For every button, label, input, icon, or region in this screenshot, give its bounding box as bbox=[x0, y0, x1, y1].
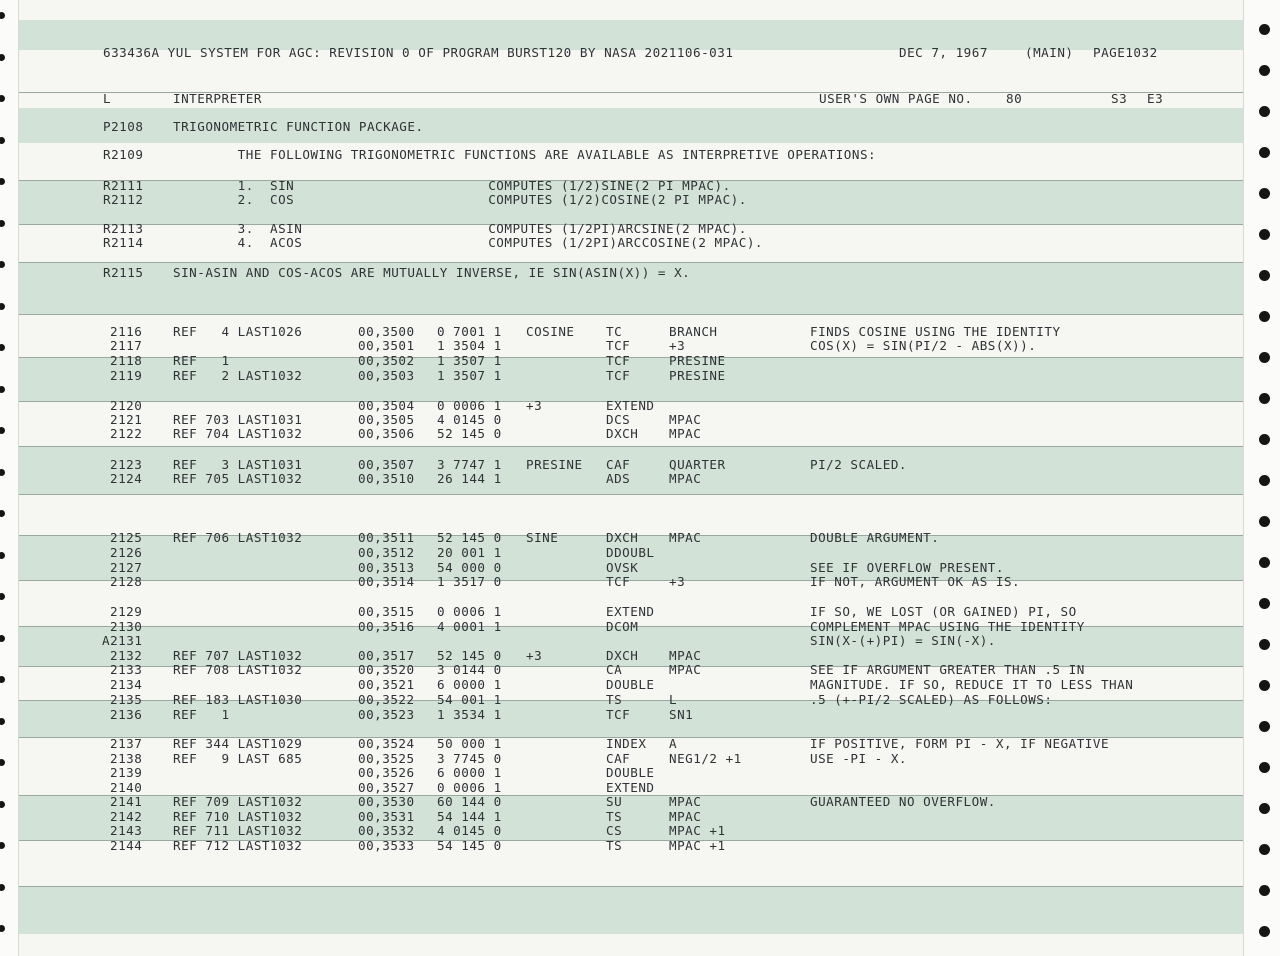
comment: PI/2 SCALED. bbox=[810, 457, 907, 472]
opcode: CAF bbox=[606, 751, 631, 766]
remark-number: R2114 bbox=[103, 235, 144, 250]
address: 00,3506 bbox=[358, 426, 415, 441]
operand: MPAC bbox=[669, 426, 702, 441]
operand: PRESINE bbox=[669, 353, 726, 368]
remark-number: R2109 bbox=[103, 147, 144, 162]
octal-word: 52 145 0 bbox=[437, 426, 502, 441]
octal-word: 52 145 0 bbox=[437, 530, 502, 545]
feed-hole bbox=[1259, 885, 1270, 896]
octal-word: 1 3504 1 bbox=[437, 338, 502, 353]
line-number: 2133 bbox=[110, 662, 143, 677]
line-number: 2137 bbox=[110, 736, 143, 751]
header-section: (MAIN) bbox=[1025, 45, 1074, 60]
operand: MPAC +1 bbox=[669, 838, 726, 853]
comment: IF SO, WE LOST (OR GAINED) PI, SO bbox=[810, 604, 1077, 619]
operand: +3 bbox=[669, 574, 686, 589]
octal-word: 1 3534 1 bbox=[437, 707, 502, 722]
address: 00,3521 bbox=[358, 677, 415, 692]
feed-hole bbox=[1259, 106, 1270, 117]
opcode: CS bbox=[606, 823, 623, 838]
address: 00,3517 bbox=[358, 648, 415, 663]
octal-word: 3 0144 0 bbox=[437, 662, 502, 677]
comment: SEE IF OVERFLOW PRESENT. bbox=[810, 560, 1004, 575]
row-rule bbox=[18, 446, 1244, 447]
feed-hole bbox=[1259, 516, 1270, 527]
operand: MPAC bbox=[669, 648, 702, 663]
address: 00,3501 bbox=[358, 338, 415, 353]
address: 00,3533 bbox=[358, 838, 415, 853]
opcode: TCF bbox=[606, 368, 631, 383]
operand: MPAC bbox=[669, 809, 702, 824]
line-number: 2118 bbox=[110, 353, 143, 368]
address: 00,3503 bbox=[358, 368, 415, 383]
opcode: DCS bbox=[606, 412, 631, 427]
reference: REF 4 LAST1026 bbox=[173, 324, 303, 339]
line-number: 2144 bbox=[110, 838, 143, 853]
remark-text: THE FOLLOWING TRIGONOMETRIC FUNCTIONS ARE AVAILABLE AS INTERPRETIVE OPERATIONS: bbox=[173, 147, 877, 162]
feed-hole bbox=[0, 220, 5, 227]
green-bar bbox=[18, 886, 1244, 934]
line-number: 2134 bbox=[110, 677, 143, 692]
octal-word: 54 000 0 bbox=[437, 560, 502, 575]
feed-hole bbox=[0, 884, 5, 891]
reference: REF 3 LAST1031 bbox=[173, 457, 303, 472]
line-number: 2141 bbox=[110, 794, 143, 809]
address: 00,3514 bbox=[358, 574, 415, 589]
operand: A bbox=[669, 736, 678, 751]
line-number: 2130 bbox=[110, 619, 143, 634]
reference: REF 710 LAST1032 bbox=[173, 809, 303, 824]
line-number: 2125 bbox=[110, 530, 143, 545]
address: 00,3513 bbox=[358, 560, 415, 575]
line-number: 2140 bbox=[110, 780, 143, 795]
operand: MPAC bbox=[669, 530, 702, 545]
reference: REF 9 LAST 685 bbox=[173, 751, 303, 766]
opcode: DXCH bbox=[606, 530, 639, 545]
address: 00,3510 bbox=[358, 471, 415, 486]
operand: +3 bbox=[669, 338, 686, 353]
line-number: 2123 bbox=[110, 457, 143, 472]
opcode: DOUBLE bbox=[606, 765, 655, 780]
address: 00,3500 bbox=[358, 324, 415, 339]
header-page: PAGE1032 bbox=[1093, 45, 1158, 60]
octal-word: 6 0000 1 bbox=[437, 677, 502, 692]
feed-hole bbox=[0, 303, 5, 310]
log-card: L bbox=[103, 91, 112, 106]
log-title: INTERPRETER bbox=[173, 91, 262, 106]
operand: NEG1/2 +1 bbox=[669, 751, 742, 766]
octal-word: 50 000 1 bbox=[437, 736, 502, 751]
line-number: 2116 bbox=[110, 324, 143, 339]
line-number: 2127 bbox=[110, 560, 143, 575]
line-number: 2138 bbox=[110, 751, 143, 766]
opcode: TS bbox=[606, 838, 623, 853]
row-rule bbox=[18, 886, 1244, 887]
octal-word: 3 7745 0 bbox=[437, 751, 502, 766]
line-number: 2126 bbox=[110, 545, 143, 560]
comment: USE -PI - X. bbox=[810, 751, 907, 766]
reference: REF 703 LAST1031 bbox=[173, 412, 303, 427]
line-number: 2120 bbox=[110, 398, 143, 413]
opcode: INDEX bbox=[606, 736, 647, 751]
header-date: DEC 7, 1967 bbox=[899, 45, 988, 60]
reference: REF 707 LAST1032 bbox=[173, 648, 303, 663]
feed-hole bbox=[1259, 311, 1270, 322]
octal-word: 1 3507 1 bbox=[437, 368, 502, 383]
reference: REF 1 bbox=[173, 353, 230, 368]
comment: MAGNITUDE. IF SO, REDUCE IT TO LESS THAN bbox=[810, 677, 1134, 692]
feed-hole bbox=[1259, 229, 1270, 240]
octal-word: 4 0001 1 bbox=[437, 619, 502, 634]
opcode: EXTEND bbox=[606, 780, 655, 795]
remark-number: P2108 bbox=[103, 119, 144, 134]
opcode: TCF bbox=[606, 338, 631, 353]
octal-word: 54 144 1 bbox=[437, 809, 502, 824]
feed-hole bbox=[1259, 762, 1270, 773]
line-number: 2121 bbox=[110, 412, 143, 427]
feed-hole bbox=[1259, 926, 1270, 937]
label: +3 bbox=[526, 648, 543, 663]
opcode: TS bbox=[606, 809, 623, 824]
address: 00,3531 bbox=[358, 809, 415, 824]
remark-text: TRIGONOMETRIC FUNCTION PACKAGE. bbox=[173, 119, 424, 134]
comment: DOUBLE ARGUMENT. bbox=[810, 530, 940, 545]
reference: REF 711 LAST1032 bbox=[173, 823, 303, 838]
opcode: TCF bbox=[606, 574, 631, 589]
address: 00,3505 bbox=[358, 412, 415, 427]
reference: REF 2 LAST1032 bbox=[173, 368, 303, 383]
octal-word: 26 144 1 bbox=[437, 471, 502, 486]
reference: REF 706 LAST1032 bbox=[173, 530, 303, 545]
feed-hole bbox=[0, 469, 5, 476]
line-number: 2142 bbox=[110, 809, 143, 824]
operand: PRESINE bbox=[669, 368, 726, 383]
label: +3 bbox=[526, 398, 543, 413]
opcode: OVSK bbox=[606, 560, 639, 575]
octal-word: 3 7747 1 bbox=[437, 457, 502, 472]
remark-text: 1. SIN COMPUTES (1/2)SINE(2 PI MPAC). bbox=[173, 178, 731, 193]
feed-hole bbox=[0, 635, 5, 642]
operand: L bbox=[669, 692, 678, 707]
reference: REF 183 LAST1030 bbox=[173, 692, 303, 707]
users-page-no: 80 bbox=[1006, 91, 1023, 106]
feed-hole bbox=[1259, 639, 1270, 650]
remark-number: R2115 bbox=[103, 265, 144, 280]
feed-hole bbox=[1259, 352, 1270, 363]
operand: MPAC bbox=[669, 412, 702, 427]
octal-word: 52 145 0 bbox=[437, 648, 502, 663]
address: 00,3530 bbox=[358, 794, 415, 809]
reference: REF 712 LAST1032 bbox=[173, 838, 303, 853]
feed-hole bbox=[1259, 475, 1270, 486]
feed-hole bbox=[0, 801, 5, 808]
feed-hole bbox=[0, 386, 5, 393]
octal-word: 54 145 0 bbox=[437, 838, 502, 853]
operand: BRANCH bbox=[669, 324, 718, 339]
label: PRESINE bbox=[526, 457, 583, 472]
opcode: SU bbox=[606, 794, 623, 809]
address: 00,3523 bbox=[358, 707, 415, 722]
remark-number: R2112 bbox=[103, 192, 144, 207]
code-s: S3 bbox=[1111, 91, 1128, 106]
comment: GUARANTEED NO OVERFLOW. bbox=[810, 794, 996, 809]
operand: QUARTER bbox=[669, 457, 726, 472]
octal-word: 1 3517 0 bbox=[437, 574, 502, 589]
address: 00,3502 bbox=[358, 353, 415, 368]
address: 00,3526 bbox=[358, 765, 415, 780]
line-number: 2143 bbox=[110, 823, 143, 838]
comment: IF NOT, ARGUMENT OK AS IS. bbox=[810, 574, 1021, 589]
address: 00,3525 bbox=[358, 751, 415, 766]
comment: .5 (+-PI/2 SCALED) AS FOLLOWS: bbox=[810, 692, 1053, 707]
reference: REF 709 LAST1032 bbox=[173, 794, 303, 809]
address: 00,3504 bbox=[358, 398, 415, 413]
octal-word: 4 0145 0 bbox=[437, 412, 502, 427]
feed-hole bbox=[1259, 65, 1270, 76]
opcode: DOUBLE bbox=[606, 677, 655, 692]
remark-number: R2111 bbox=[103, 178, 144, 193]
octal-word: 0 0006 1 bbox=[437, 604, 502, 619]
reference: REF 344 LAST1029 bbox=[173, 736, 303, 751]
feed-hole bbox=[0, 54, 5, 61]
remark-text: 4. ACOS COMPUTES (1/2PI)ARCCOSINE(2 MPAC). bbox=[173, 235, 763, 250]
operand: MPAC bbox=[669, 662, 702, 677]
octal-word: 4 0145 0 bbox=[437, 823, 502, 838]
address: 00,3522 bbox=[358, 692, 415, 707]
reference: REF 1 bbox=[173, 707, 230, 722]
comment: SEE IF ARGUMENT GREATER THAN .5 IN bbox=[810, 662, 1085, 677]
row-rule bbox=[18, 314, 1244, 315]
opcode: TCF bbox=[606, 353, 631, 368]
operand: SN1 bbox=[669, 707, 694, 722]
comment: COS(X) = SIN(PI/2 - ABS(X)). bbox=[810, 338, 1037, 353]
row-rule bbox=[18, 494, 1244, 495]
address: 00,3524 bbox=[358, 736, 415, 751]
feed-hole bbox=[1259, 557, 1270, 568]
comment: IF POSITIVE, FORM PI - X, IF NEGATIVE bbox=[810, 736, 1110, 751]
address: 00,3516 bbox=[358, 619, 415, 634]
opcode: DXCH bbox=[606, 648, 639, 663]
remark-text: 3. ASIN COMPUTES (1/2PI)ARCSINE(2 MPAC). bbox=[173, 221, 747, 236]
address: 00,3515 bbox=[358, 604, 415, 619]
line-number: 2124 bbox=[110, 471, 143, 486]
octal-word: 60 144 0 bbox=[437, 794, 502, 809]
comment: COMPLEMENT MPAC USING THE IDENTITY bbox=[810, 619, 1085, 634]
opcode: TC bbox=[606, 324, 623, 339]
address: 00,3527 bbox=[358, 780, 415, 795]
line-number: 2117 bbox=[110, 338, 143, 353]
feed-hole bbox=[1259, 188, 1270, 199]
feed-hole bbox=[1259, 680, 1270, 691]
comment: FINDS COSINE USING THE IDENTITY bbox=[810, 324, 1061, 339]
row-rule bbox=[18, 262, 1244, 263]
feed-hole bbox=[0, 137, 5, 144]
opcode: ADS bbox=[606, 471, 631, 486]
reference: REF 708 LAST1032 bbox=[173, 662, 303, 677]
octal-word: 0 0006 1 bbox=[437, 780, 502, 795]
feed-hole bbox=[0, 718, 5, 725]
remark-number: R2113 bbox=[103, 221, 144, 236]
label: SINE bbox=[526, 530, 559, 545]
feed-hole bbox=[1259, 803, 1270, 814]
feed-hole bbox=[1259, 393, 1270, 404]
opcode: CA bbox=[606, 662, 623, 677]
remark-text: 2. COS COMPUTES (1/2)COSINE(2 PI MPAC). bbox=[173, 192, 747, 207]
feed-hole bbox=[1259, 270, 1270, 281]
octal-word: 54 001 1 bbox=[437, 692, 502, 707]
operand: MPAC bbox=[669, 794, 702, 809]
users-page-label: USER'S OWN PAGE NO. bbox=[819, 91, 973, 106]
feed-hole bbox=[1259, 721, 1270, 732]
opcode: TCF bbox=[606, 707, 631, 722]
line-number: 2122 bbox=[110, 426, 143, 441]
address: 00,3511 bbox=[358, 530, 415, 545]
opcode: EXTEND bbox=[606, 604, 655, 619]
feed-hole bbox=[1259, 24, 1270, 35]
line-number: 2139 bbox=[110, 765, 143, 780]
reference: REF 704 LAST1032 bbox=[173, 426, 303, 441]
code-e: E3 bbox=[1147, 91, 1164, 106]
line-number: 2132 bbox=[110, 648, 143, 663]
octal-word: 1 3507 1 bbox=[437, 353, 502, 368]
address: 00,3532 bbox=[358, 823, 415, 838]
feed-hole bbox=[1259, 844, 1270, 855]
octal-word: 0 0006 1 bbox=[437, 398, 502, 413]
feed-hole bbox=[0, 552, 5, 559]
line-number: 2135 bbox=[110, 692, 143, 707]
row-rule bbox=[18, 580, 1244, 581]
address: 00,3512 bbox=[358, 545, 415, 560]
feed-hole bbox=[1259, 147, 1270, 158]
opcode: CAF bbox=[606, 457, 631, 472]
line-number: 2136 bbox=[110, 707, 143, 722]
operand: MPAC +1 bbox=[669, 823, 726, 838]
comment: SIN(X-(+)PI) = SIN(-X). bbox=[810, 633, 996, 648]
opcode: DDOUBL bbox=[606, 545, 655, 560]
address: 00,3520 bbox=[358, 662, 415, 677]
octal-word: 0 7001 1 bbox=[437, 324, 502, 339]
header-title: 633436A YUL SYSTEM FOR AGC: REVISION 0 OF PROGRAM BURST120 BY NASA 2021106-031 bbox=[103, 45, 734, 60]
octal-word: 20 001 1 bbox=[437, 545, 502, 560]
opcode: TS bbox=[606, 692, 623, 707]
address: 00,3507 bbox=[358, 457, 415, 472]
line-number: A2131 bbox=[102, 633, 143, 648]
opcode: DCOM bbox=[606, 619, 639, 634]
octal-word: 6 0000 1 bbox=[437, 765, 502, 780]
opcode: DXCH bbox=[606, 426, 639, 441]
label: COSINE bbox=[526, 324, 575, 339]
line-number: 2129 bbox=[110, 604, 143, 619]
feed-hole bbox=[1259, 434, 1270, 445]
operand: MPAC bbox=[669, 471, 702, 486]
remark-text: SIN-ASIN AND COS-ACOS ARE MUTUALLY INVERSE, IE SIN(ASIN(X)) = X. bbox=[173, 265, 691, 280]
line-number: 2119 bbox=[110, 368, 143, 383]
line-number: 2128 bbox=[110, 574, 143, 589]
reference: REF 705 LAST1032 bbox=[173, 471, 303, 486]
feed-hole bbox=[1259, 598, 1270, 609]
opcode: EXTEND bbox=[606, 398, 655, 413]
